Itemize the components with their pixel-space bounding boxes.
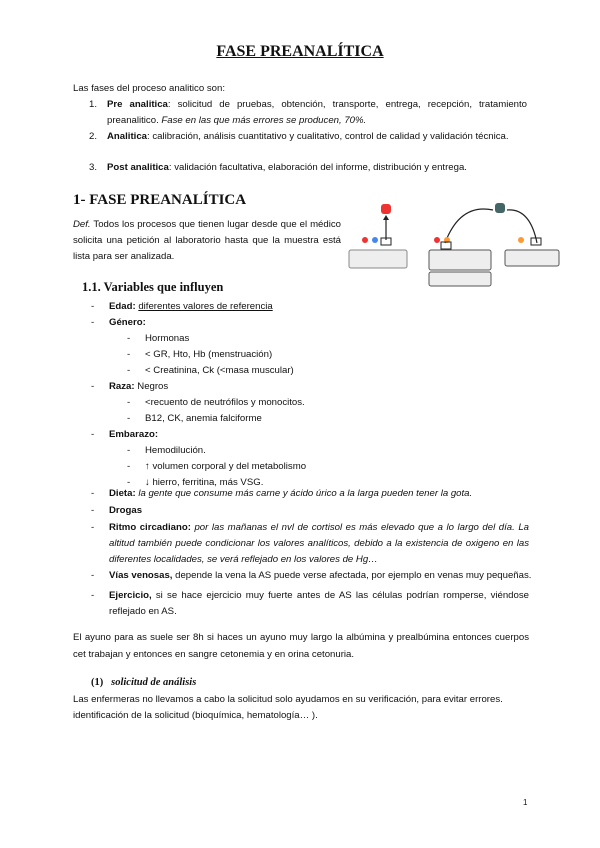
sub-item xyxy=(127,347,273,363)
ayuno-paragraph: El ayuno para as suele ser 8h si haces un ayuno muy largo la albúmina y prealbúmina entonces cuerpos cet trabajan y entonces en sangre cetonemia y en orina cetonuria. xyxy=(73,632,529,660)
sub-item xyxy=(127,411,262,427)
def-text: Todos los procesos que tienen lugar desde que el médico solicita una petición al laboratorio hasta que la muestra está lista para ser analizada. xyxy=(73,219,341,262)
phase-text: : validación facultativa, elaboración del informe, distribución y entrega. xyxy=(168,162,467,173)
item-text: por las mañanas el nvl de cortisol es más elevado que a lo largo del día. La altitud también puede condicionar los valores analíticos, debido a la existencia de oxigeno en las diferentes localidades, se verá reflejado en los valores de Hg… xyxy=(109,522,529,565)
bullet: - xyxy=(127,333,131,344)
sub-item-text: Hemodilución. xyxy=(145,445,206,456)
list-number: 3. xyxy=(89,162,98,173)
sub-item xyxy=(127,443,206,459)
sub-item xyxy=(127,331,190,347)
list-item-dieta xyxy=(91,486,473,502)
list-item-raza xyxy=(91,379,169,395)
subsection-number: (1) xyxy=(91,677,104,688)
sub-item-text: ↓ hierro, ferritina, más VSG. xyxy=(145,477,264,488)
bullet: - xyxy=(127,365,131,376)
sub-item xyxy=(127,459,307,475)
subsection-solicitud xyxy=(91,675,196,691)
solicitud-line-1: Las enfermeras no llevamos a cabo la solicitud solo ayudamos en su verificación, para evitar errores. xyxy=(73,694,503,705)
sub-item-text: <recuento de neutrófilos y monocitos. xyxy=(145,397,305,408)
bullet: - xyxy=(91,429,95,440)
phase-text: : calibración, análisis cuantitativo y cualitativo, control de calidad y validación técnica. xyxy=(147,131,509,142)
preanalytic-process-diagram xyxy=(345,198,560,293)
item-label: Ritmo circadiano: xyxy=(109,522,191,533)
phase-name: Post analitica xyxy=(107,162,169,173)
item-label: Drogas xyxy=(109,505,143,516)
list-item-vias xyxy=(91,568,549,584)
diagram-box xyxy=(429,272,491,286)
phase-1 xyxy=(89,97,527,129)
sub-item xyxy=(127,395,305,411)
bullet: - xyxy=(127,461,131,472)
database-icon xyxy=(495,203,505,213)
diagram-box xyxy=(429,250,491,270)
intro-text: Las fases del proceso analitico son: xyxy=(73,83,225,94)
item-text: si se hace ejercicio muy fuerte antes de AS las células podrían romperse, viéndose reflejado en AS. xyxy=(109,590,529,617)
list-item-ejercicio xyxy=(91,588,529,620)
list-item-drogas xyxy=(91,503,143,519)
item-text: depende la vena la AS puede verse afectada, por ejemplo en venas muy pequeñas. xyxy=(172,570,532,581)
item-label: Raza: xyxy=(109,381,135,392)
sub-item-text: ↑ volumen corporal y del metabolismo xyxy=(145,461,307,472)
phase-note: Fase en las que más errores se producen, 70%. xyxy=(161,115,367,126)
bullet: - xyxy=(127,477,131,488)
subsection-heading: 1.1. Variables que influyen xyxy=(82,280,224,294)
phase-name: Pre analitica xyxy=(107,99,168,110)
bullet: - xyxy=(91,301,95,312)
bullet: - xyxy=(127,445,131,456)
item-text: diferentes valores de referencia xyxy=(138,301,273,312)
bullet: - xyxy=(91,505,95,516)
bullet: - xyxy=(91,590,95,601)
def-label: Def. xyxy=(73,219,91,230)
item-label: Dieta: xyxy=(109,488,136,499)
list-item-genero xyxy=(91,315,146,331)
phase-3 xyxy=(89,160,527,176)
bullet: - xyxy=(91,317,95,328)
definition-paragraph xyxy=(73,217,341,265)
sub-item-text: < GR, Hto, Hb (menstruación) xyxy=(145,349,273,360)
item-label: Género: xyxy=(109,317,146,328)
list-item-edad xyxy=(91,299,273,315)
phase-text: : solicitud de pruebas, obtención, transporte, entrega, recepción, tratamiento preanalitico. xyxy=(107,99,527,126)
bullet: - xyxy=(91,488,95,499)
item-label: Ejercicio, xyxy=(109,590,152,601)
list-item-ritmo xyxy=(91,520,529,568)
person-icon xyxy=(362,237,391,245)
sub-item-text: B12, CK, anemia falciforme xyxy=(145,413,262,424)
bullet: - xyxy=(127,397,131,408)
phase-2 xyxy=(89,129,527,145)
bullet: - xyxy=(127,349,131,360)
subsection-title: solicitud de análisis xyxy=(111,677,197,688)
page-title: FASE PREANALÍTICA xyxy=(216,43,384,60)
bullet: - xyxy=(91,522,95,533)
item-label: Edad: xyxy=(109,301,136,312)
bullet: - xyxy=(91,381,95,392)
section-heading: 1- FASE PREANALÍTICA xyxy=(73,192,247,208)
page-number: 1 xyxy=(523,798,528,807)
laboratory-icon xyxy=(381,204,391,214)
item-label: Embarazo: xyxy=(109,429,159,440)
list-item-embarazo xyxy=(91,427,159,443)
item-text: la gente que consume más carne y ácido úrico a la larga pueden tener la gota. xyxy=(135,488,473,499)
item-label: Vías venosas, xyxy=(109,570,173,581)
bullet: - xyxy=(91,570,95,581)
list-number: 2. xyxy=(89,131,98,142)
list-number: 1. xyxy=(89,99,98,110)
sub-item-text: Hormonas xyxy=(145,333,190,344)
diagram-box xyxy=(505,250,559,266)
diagram-box xyxy=(349,250,407,268)
bullet: - xyxy=(127,413,131,424)
sub-item xyxy=(127,363,294,379)
solicitud-line-2: identificación de la solicitud (bioquímica, hematología… ). xyxy=(73,710,318,721)
item-text: Negros xyxy=(134,381,169,392)
sub-item-text: < Creatinina, Ck (<masa muscular) xyxy=(145,365,294,376)
phase-name: Analitica xyxy=(107,131,147,142)
